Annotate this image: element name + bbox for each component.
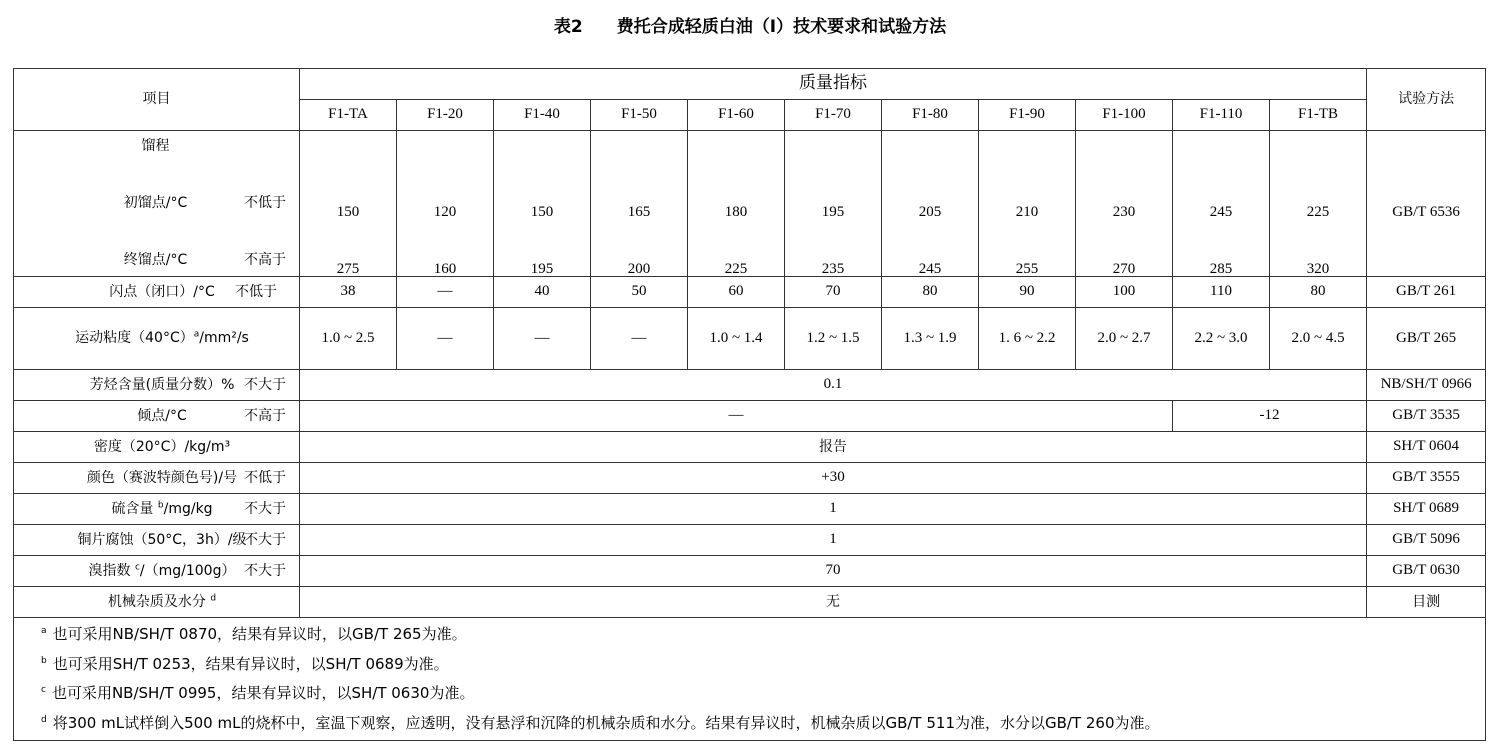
pour-method: GB/T 3535 [1367, 401, 1486, 432]
pour-value-b: -12 [1173, 401, 1367, 432]
grade-header: F1-110 [1173, 100, 1270, 131]
sulfur-value: 1 [300, 494, 1367, 525]
aromatics-condition: 不大于 [244, 376, 286, 393]
flash-value: 40 [494, 277, 591, 308]
color-method: GB/T 3555 [1367, 463, 1486, 494]
viscosity-value: 2.0 ~ 2.7 [1076, 308, 1173, 370]
flash-value: 80 [882, 277, 979, 308]
distillation-values [300, 131, 397, 277]
fbp-value: 275 [336, 261, 360, 277]
viscosity-value: 1.2 ~ 1.5 [785, 308, 882, 370]
bromine-footnote-mark: c [134, 562, 140, 573]
footnote-d: $^d$ 将300 mL试样倒入500 mL的烧杯中，室温下观察，应透明，没有悬浮和沉降的机械杂质和水分。结果有异议时，机械杂质以GB/T 511为准，水分以GB/T 260为准。 [41, 713, 1160, 732]
impurities-value: 无 [300, 587, 1367, 618]
table-row-copper-corrosion [14, 525, 1486, 556]
fbp-value: 285 [1209, 261, 1233, 277]
table-row-impurities [14, 587, 1486, 618]
spec-table [13, 68, 1486, 741]
table-row-viscosity [14, 308, 1486, 370]
ibp-value: 225 [1306, 204, 1330, 220]
distillation-values [494, 131, 591, 277]
density-method: SH/T 0604 [1367, 432, 1486, 463]
impurities-label: 机械杂质及水分 [107, 593, 211, 610]
ibp-value: 245 [1209, 204, 1233, 220]
copper-label: 铜片腐蚀（50°C，3h）/级 [77, 531, 247, 548]
distillation-values [591, 131, 688, 277]
viscosity-unit: /mm²/s [199, 330, 249, 347]
ibp-value: 150 [336, 204, 360, 220]
flash-condition: 不低于 [235, 283, 277, 300]
ibp-condition: 不低于 [244, 195, 286, 211]
distillation-item [14, 131, 300, 277]
header-quality: 质量指标 [300, 69, 1367, 100]
pour-item [14, 401, 300, 432]
table-row-pour-point [14, 401, 1486, 432]
grade-header: F1-40 [494, 100, 591, 131]
viscosity-value: 1.0 ~ 1.4 [688, 308, 785, 370]
grade-header: F1-TA [300, 100, 397, 131]
flash-value: 90 [979, 277, 1076, 308]
fbp-value: 225 [724, 261, 748, 277]
distillation-values [688, 131, 785, 277]
distillation-values [979, 131, 1076, 277]
color-value: +30 [300, 463, 1367, 494]
fbp-condition: 不高于 [244, 252, 286, 268]
viscosity-value: — [397, 308, 494, 370]
table-row-notes [14, 618, 1486, 741]
viscosity-value: 1. 6 ~ 2.2 [979, 308, 1076, 370]
fbp-value: 160 [433, 261, 457, 277]
impurities-method: 目测 [1367, 587, 1486, 618]
viscosity-label: 运动粘度（40°C） [75, 330, 194, 347]
grade-header: F1-TB [1270, 100, 1367, 131]
viscosity-method: GB/T 265 [1367, 308, 1486, 370]
flash-method: GB/T 261 [1367, 277, 1486, 308]
distillation-values [1173, 131, 1270, 277]
copper-method: GB/T 5096 [1367, 525, 1486, 556]
flash-value: 80 [1270, 277, 1367, 308]
impurities-footnote-mark: d [210, 593, 217, 604]
ibp-value: 120 [433, 204, 457, 220]
sulfur-unit: /mg/kg [163, 500, 213, 517]
grade-header: F1-90 [979, 100, 1076, 131]
copper-condition: 不大于 [244, 531, 286, 548]
viscosity-value: — [591, 308, 688, 370]
bromine-condition: 不大于 [244, 562, 286, 579]
flash-value: 110 [1173, 277, 1270, 308]
grade-header: F1-100 [1076, 100, 1173, 131]
bromine-method: GB/T 0630 [1367, 556, 1486, 587]
table-row-aromatics [14, 370, 1486, 401]
distillation-values [1076, 131, 1173, 277]
impurities-item [14, 587, 300, 618]
viscosity-value: 2.2 ~ 3.0 [1173, 308, 1270, 370]
pour-condition: 不高于 [244, 407, 286, 424]
bromine-label: 溴指数 [88, 562, 135, 579]
color-item [14, 463, 300, 494]
sulfur-method: SH/T 0689 [1367, 494, 1486, 525]
viscosity-footnote-mark: a [193, 329, 200, 340]
distillation-values [882, 131, 979, 277]
pour-label: 倾点/°C [137, 407, 187, 424]
bromine-value: 70 [300, 556, 1367, 587]
fbp-value: 200 [627, 261, 651, 277]
density-label: 密度（20°C）/kg/m³ [93, 438, 231, 455]
bromine-unit: /（mg/100g） [139, 562, 236, 579]
flash-item [14, 277, 300, 308]
table-row-bromine-index [14, 556, 1486, 587]
viscosity-value: 1.0 ~ 2.5 [300, 308, 397, 370]
flash-value: 60 [688, 277, 785, 308]
fbp-value: 195 [530, 261, 554, 277]
flash-value: 100 [1076, 277, 1173, 308]
fbp-label: 终馏点/°C [123, 252, 188, 268]
aromatics-value: 0.1 [300, 370, 1367, 401]
ibp-value: 180 [724, 204, 748, 220]
footnote-c: $^c$ 也可采用NB/SH/T 0995，结果有异议时，以SH/T 0630为准。 [41, 684, 475, 702]
grade-header: F1-70 [785, 100, 882, 131]
table-row-color [14, 463, 1486, 494]
aromatics-method: NB/SH/T 0966 [1367, 370, 1486, 401]
viscosity-value: — [494, 308, 591, 370]
fbp-value: 245 [918, 261, 942, 277]
viscosity-value: 1.3 ~ 1.9 [882, 308, 979, 370]
sulfur-item [14, 494, 300, 525]
grade-header: F1-50 [591, 100, 688, 131]
flash-value: — [397, 277, 494, 308]
table-row-sulfur [14, 494, 1486, 525]
grade-header: F1-80 [882, 100, 979, 131]
color-condition: 不低于 [244, 469, 286, 486]
ibp-value: 210 [1015, 204, 1039, 220]
density-value: 报告 [300, 432, 1367, 463]
ibp-value: 230 [1112, 204, 1136, 220]
copper-item [14, 525, 300, 556]
distillation-values [1270, 131, 1367, 277]
density-item [14, 432, 300, 463]
ibp-value: 195 [821, 204, 845, 220]
pour-value-a: — [300, 401, 1173, 432]
table-row-distillation [14, 131, 1486, 277]
sulfur-footnote-mark: b [157, 500, 164, 511]
flash-value: 50 [591, 277, 688, 308]
distillation-label: 馏程 [141, 138, 170, 154]
footnote-a: $^a$ 也可采用NB/SH/T 0870，结果有异议时，以GB/T 265为准。 [41, 625, 467, 643]
fbp-value: 255 [1015, 261, 1039, 277]
fbp-value: 270 [1112, 261, 1136, 277]
flash-value: 38 [300, 277, 397, 308]
sulfur-condition: 不大于 [244, 500, 286, 517]
distillation-method: GB/T 6536 [1392, 204, 1460, 220]
distillation-method-cell [1367, 131, 1486, 277]
footnotes [14, 618, 1486, 741]
distillation-values [397, 131, 494, 277]
flash-value: 70 [785, 277, 882, 308]
aromatics-label: 芳烃含量(质量分数）% [89, 376, 235, 393]
grade-header: F1-20 [397, 100, 494, 131]
bromine-item [14, 556, 300, 587]
distillation-values [785, 131, 882, 277]
table-row-density [14, 432, 1486, 463]
viscosity-item [14, 308, 300, 370]
fbp-value: 320 [1306, 261, 1330, 277]
footnote-b: $^b$ 也可采用SH/T 0253，结果有异议时，以SH/T 0689为准。 [41, 654, 449, 673]
ibp-value: 150 [530, 204, 554, 220]
sulfur-label: 硫含量 [111, 500, 158, 517]
header-method: 试验方法 [1367, 69, 1486, 131]
fbp-value: 235 [821, 261, 845, 277]
copper-value: 1 [300, 525, 1367, 556]
grade-header: F1-60 [688, 100, 785, 131]
color-label: 颜色（赛波特颜色号)/号 [86, 469, 238, 486]
header-item: 项目 [14, 69, 300, 131]
ibp-label: 初馏点/°C [123, 195, 188, 211]
table-row-flash-point [14, 277, 1486, 308]
aromatics-item [14, 370, 300, 401]
ibp-value: 205 [918, 204, 942, 220]
table-title: 表2 费托合成轻质白油（I）技术要求和试验方法 [553, 17, 947, 37]
flash-label: 闪点（闭口）/°C [109, 283, 215, 300]
viscosity-value: 2.0 ~ 4.5 [1270, 308, 1367, 370]
ibp-value: 165 [627, 204, 651, 220]
